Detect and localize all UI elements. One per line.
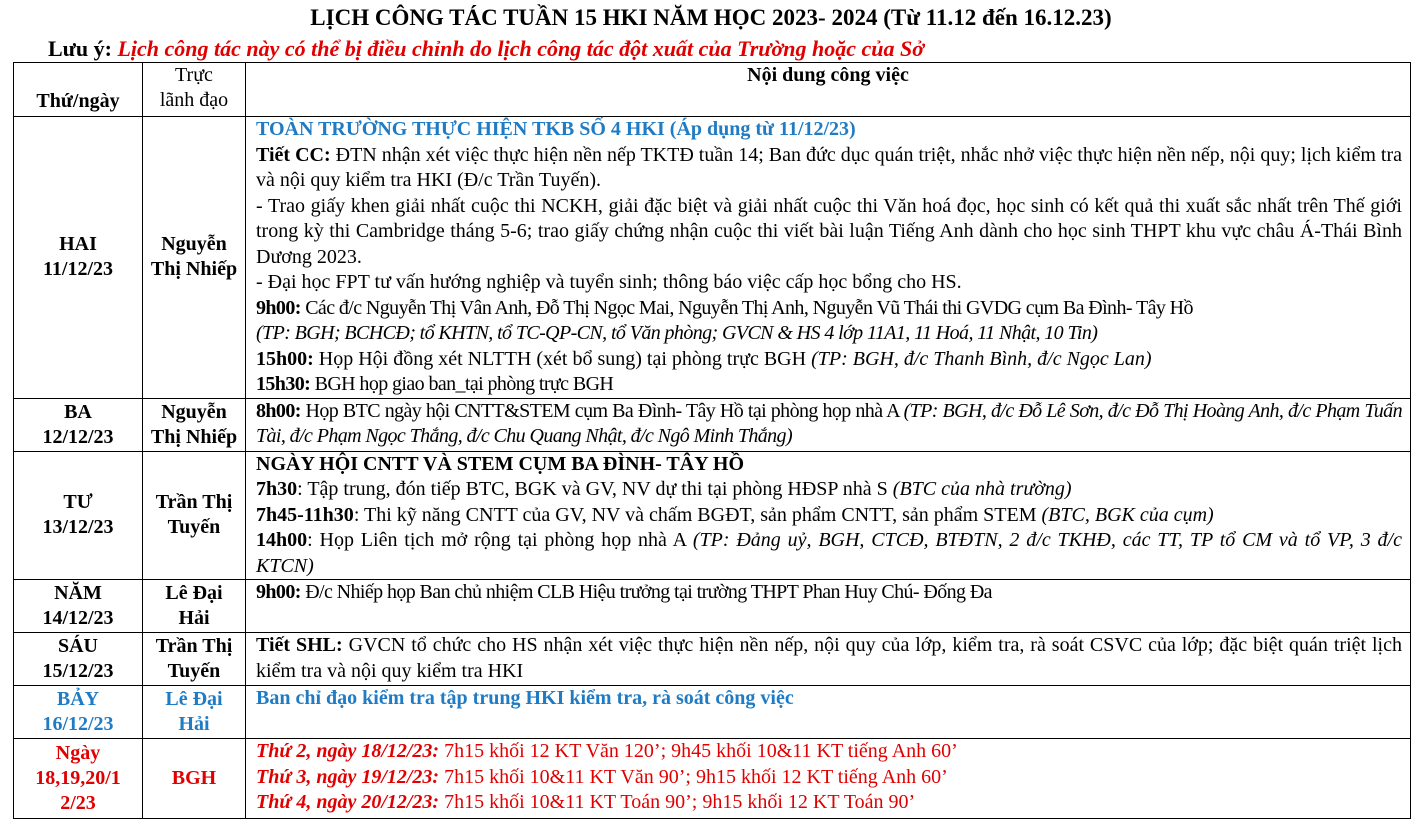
- day-cell: [14, 580, 143, 633]
- day-date: 11/12/23: [42, 258, 113, 281]
- day-name: BA: [64, 400, 92, 423]
- day-cell: [14, 739, 143, 819]
- content-line: [256, 143, 1402, 194]
- content-line: [256, 399, 1402, 450]
- content-line: [256, 765, 1402, 791]
- line-text: Đ/c Nhiếp họp Ban chủ nhiệm CLB Hiệu trưởng tại trường THPT Phan Huy Chú- Đống Đa: [300, 581, 992, 603]
- leader-line1: Trần Thị: [155, 491, 233, 514]
- leader-line2: Tuyến: [167, 660, 221, 682]
- line-text: : Tập trung, đón tiếp BTC, BGK và GV, NV dự thi tại phòng HĐSP nhà S: [297, 478, 893, 500]
- leader-cell: [143, 686, 246, 739]
- table-header-row: [14, 63, 1411, 117]
- note-text: Lịch công tác này có thể bị điều chỉnh do lịch công tác đột xuất của Trường hoặc của Sở: [117, 36, 925, 61]
- time-label: 9h00:: [256, 581, 301, 603]
- day-cell: [14, 117, 143, 399]
- line-text: Họp Hội đồng xét NLTTH (xét bổ sung) tại phòng trực BGH: [313, 347, 812, 370]
- line-text: : Thi kỹ năng CNTT của GV, NV và chấm BGĐT, sản phẩm CNTT, sản phẩm STEM: [353, 503, 1042, 526]
- line-text: : Họp Liên tịch mở rộng tại phòng họp nhà A: [307, 529, 693, 551]
- day-name: TƯ: [63, 491, 93, 514]
- content-cell: [246, 117, 1411, 399]
- leader-cell: [143, 117, 246, 399]
- header-leader-line2: lãnh đạo: [159, 89, 229, 111]
- leader-cell: [143, 739, 246, 819]
- day-cell: [14, 633, 143, 686]
- time-label: Tiết SHL:: [256, 634, 343, 656]
- table-row: [14, 633, 1411, 686]
- leader-line1: Lê Đại: [165, 582, 223, 604]
- time-label: 7h30: [256, 478, 298, 500]
- day-name: Ngày: [55, 742, 101, 764]
- leader-line2: Tuyến: [167, 516, 221, 539]
- content-line: [256, 790, 1402, 816]
- table-row: [14, 398, 1411, 451]
- content-line: [256, 633, 1402, 684]
- day-date: 12/12/23: [42, 425, 114, 448]
- line-italic: (TP: BGH, đ/c Thanh Bình, đ/c Ngọc Lan): [811, 347, 1152, 370]
- content-line: - Đại học FPT tư vấn hướng nghiệp và tuyển sinh; thông báo việc cấp học bổng cho HS.: [256, 271, 962, 293]
- leader-cell: [143, 451, 246, 580]
- content-cell: [246, 739, 1411, 819]
- day-name: NĂM: [54, 582, 102, 604]
- line-italic: (TP: BGH, đ/c Đỗ Lê Sơn, đ/c Đỗ Thị Hoàng Anh, đ/c Phạm Tuấn Tài, đ/c Phạm Ngọc Thắng, đ/c Chu Quang Nhật, đ/c Ngô Minh Thắng): [256, 399, 1402, 447]
- content-line: Ban chỉ đạo kiểm tra tập trung HKI kiểm tra, rà soát công việc: [256, 687, 794, 709]
- line-italic: (TP: BGH; BCHCĐ; tổ KHTN, tổ TC-QP-CN, tổ Văn phòng; GVCN & HS 4 lớp 11A1, 11 Hoá, 11 Nhật, 10 Tin): [256, 322, 1098, 344]
- content-cell: [246, 633, 1411, 686]
- content-line: [256, 503, 1402, 529]
- day-date: 15/12/23: [42, 660, 114, 682]
- day-date: 2/23: [60, 792, 96, 814]
- time-label: Thứ 3, ngày 19/12/23:: [256, 765, 440, 788]
- content-line: NGÀY HỘI CNTT VÀ STEM CỤM BA ĐÌNH- TÂY HỒ: [256, 452, 745, 475]
- table-row: [14, 686, 1411, 739]
- day-date: 16/12/23: [42, 713, 114, 735]
- day-name: HAI: [59, 233, 97, 256]
- schedule-table: [13, 62, 1411, 819]
- header-day-label: Thứ/ngày: [36, 90, 120, 112]
- leader-cell: [143, 633, 246, 686]
- time-label: 7h45-11h30: [256, 503, 354, 526]
- content-line: [256, 347, 1402, 373]
- content-line: [256, 739, 1402, 765]
- line-text: 7h15 khối 12 KT Văn 120’; 9h45 khối 10&11 KT tiếng Anh 60’: [439, 740, 958, 762]
- time-label: 9h00:: [256, 296, 301, 319]
- day-date: 13/12/23: [42, 516, 114, 539]
- leader-line1: BGH: [171, 767, 217, 789]
- header-content: [246, 63, 1411, 117]
- line-text: BGH họp giao ban_tại phòng trực BGH: [310, 373, 614, 395]
- leader-line2: Hải: [178, 607, 210, 629]
- content-line: - Trao giấy khen giải nhất cuộc thi NCKH, giải đặc biệt và giải nhất cuộc thi Văn hoá đọc, học sinh có kết quả thi xuất sắc nhất trên Thế giới trong kỳ thi Cambridge tháng 5-6; trao giấy chứng nhận cuộc thi viết bài luận Tiếng Anh dành cho học sinh THPT khu vực châu Á-Thái Bình Dương 2023.: [256, 194, 1402, 268]
- line-text: ĐTN nhận xét việc thực hiện nền nếp TKTĐ tuần 14; Ban đức dục quán triệt, nhắc nhở việc thực hiện nền nếp, nội quy; lịch kiểm tra và nội quy kiểm tra HKI (Đ/c Trần Tuyến).: [256, 143, 1402, 191]
- line-italic: (BTC, BGK của cụm): [1041, 503, 1214, 526]
- content-cell: [246, 580, 1411, 633]
- line-text: 7h15 khối 10&11 KT Toán 90’; 9h15 khối 12 KT Toán 90’: [439, 791, 916, 813]
- day-date: 14/12/23: [42, 607, 114, 629]
- leader-line1: Nguyễn: [161, 233, 227, 256]
- day-cell: [14, 398, 143, 451]
- table-row: [14, 451, 1411, 580]
- line-italic: (TP: Đảng uỷ, BGH, CTCĐ, BTĐTN, 2 đ/c TKHĐ, các TT, TP tổ CM và tổ VP, 3 đ/c KTCN): [256, 529, 1402, 577]
- line-text: Các đ/c Nguyễn Thị Vân Anh, Đỗ Thị Ngọc Mai, Nguyễn Thị Anh, Nguyễn Vũ Thái thi GVDG cụm Ba Đình- Tây Hồ: [300, 296, 1193, 319]
- leader-cell: [143, 580, 246, 633]
- day-name: SÁU: [57, 635, 98, 657]
- day-name: BẢY: [56, 688, 100, 710]
- note-label: Lưu ý:: [48, 36, 112, 61]
- header-day: [14, 63, 143, 117]
- line-italic: (BTC của nhà trường): [892, 478, 1072, 500]
- leader-line2: Thị Nhiếp: [150, 425, 238, 448]
- note: [48, 36, 924, 62]
- line-text: Họp BTC ngày hội CNTT&STEM cụm Ba Đình- Tây Hồ tại phòng họp nhà A: [300, 399, 904, 422]
- content-line: [256, 296, 1402, 347]
- leader-line1: Lê Đại: [165, 688, 223, 710]
- page-title: LỊCH CÔNG TÁC TUẦN 15 HKI NĂM HỌC 2023- 2024 (Từ 11.12 đến 16.12.23): [310, 5, 1112, 30]
- line-text: GVCN tổ chức cho HS nhận xét việc thực hiện nền nếp, nội quy của lớp, kiểm tra, rà soát CSVC của lớp; đặc biệt quán triệt lịch kiểm tra và nội quy kiểm tra HKI: [256, 634, 1402, 682]
- header-leader: [143, 63, 246, 117]
- table-row: [14, 117, 1411, 399]
- content-line: TOÀN TRƯỜNG THỰC HIỆN TKB SỐ 4 HKI (Áp dụng từ 11/12/23): [256, 118, 856, 140]
- content-line: [256, 477, 1402, 503]
- content-line: [256, 372, 1402, 398]
- time-label: Thứ 2, ngày 18/12/23:: [256, 740, 440, 762]
- time-label: 8h00:: [256, 399, 301, 422]
- leader-line2: Thị Nhiếp: [150, 258, 238, 281]
- content-line: [256, 580, 1402, 606]
- day-cell: [14, 451, 143, 580]
- day-cell: [14, 686, 143, 739]
- leader-line1: Trần Thị: [155, 635, 233, 657]
- line-text: 7h15 khối 10&11 KT Văn 90’; 9h15 khối 12 KT tiếng Anh 60’: [439, 765, 948, 788]
- content-line: [256, 528, 1402, 579]
- header-content-label: Nội dung công việc: [747, 64, 909, 86]
- day-date-line1: 18,19,20/1: [35, 767, 121, 789]
- content-cell: [246, 451, 1411, 580]
- leader-line1: Nguyễn: [161, 400, 227, 423]
- time-label: Tiết CC:: [256, 143, 331, 166]
- table-row: [14, 739, 1411, 819]
- time-label: Thứ 4, ngày 20/12/23:: [256, 791, 440, 813]
- content-cell: [246, 398, 1411, 451]
- leader-cell: [143, 398, 246, 451]
- time-label: 15h30:: [256, 373, 311, 395]
- table-row: [14, 580, 1411, 633]
- time-label: 14h00: [256, 529, 308, 551]
- header-leader-line1: Trực: [175, 64, 213, 86]
- leader-line2: Hải: [178, 713, 210, 735]
- time-label: 15h00:: [256, 347, 314, 370]
- content-cell: [246, 686, 1411, 739]
